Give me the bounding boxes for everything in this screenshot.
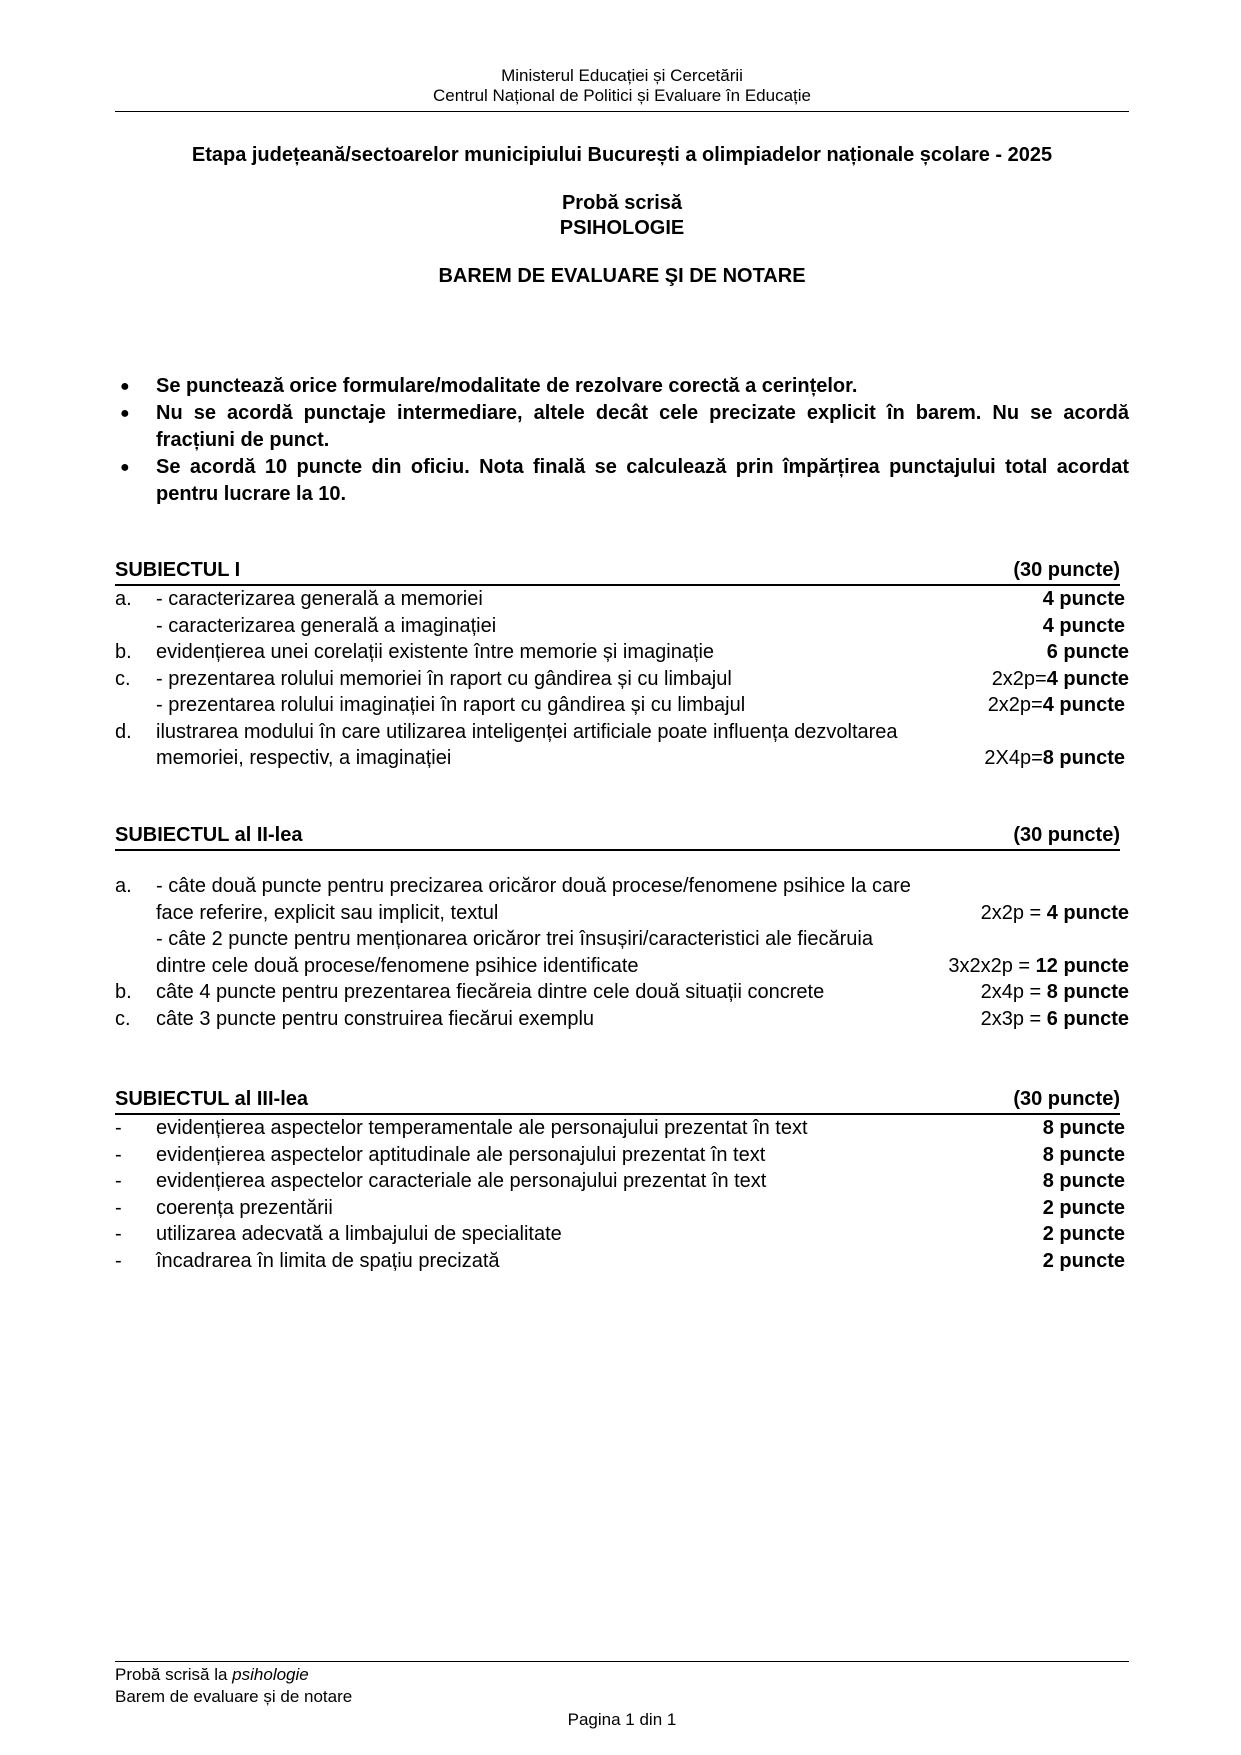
scoring-row: c. câte 3 puncte pentru construirea fiecărui exemplu 2x3p = 6 puncte [115,1007,1129,1030]
section-subiectul-i [115,557,1129,772]
center-name: Centrul Național de Politici și Evaluare în Educație [433,86,811,105]
scoring-row: - câte 2 puncte pentru menționarea oricăror trei însușiri/caracteristici ale fiecăruia dintre cele două procese/fenomene psihice identificate 3x2x2p = 12 puncte [156,928,1129,977]
scoring-row: - evidențierea aspectelor aptitudinale ale personajului prezentat în text 8 puncte [115,1143,1125,1166]
scoring-row: - evidențierea aspectelor temperamentale ale personajului prezentat în text 8 puncte [115,1117,1125,1139]
section-subiectul-iii [115,1086,1129,1274]
section-subiectul-ii [115,822,1129,1032]
ministry-name: Ministerul Educației și Cercetării [501,66,743,85]
scoring-row: b. câte 4 puncte pentru prezentarea fiecăreia dintre cele două situații concrete 2x4p = 8 puncte [115,981,1129,1003]
scoring-row: - utilizarea adecvată a limbajului de specialitate 2 puncte [115,1223,1125,1245]
scoring-row: - coerența prezentării 2 puncte [115,1196,1125,1219]
document-title: BAREM DE EVALUARE ŞI DE NOTARE [438,265,806,287]
scoring-row: - evidențierea aspectelor caracteriale ale personajului prezentat în text 8 puncte [115,1170,1125,1192]
section-heading: SUBIECTUL al III-lea (30 puncte) [115,1086,1120,1115]
header-divider [115,111,1129,112]
section-heading: SUBIECTUL I (30 puncte) [115,557,1120,586]
general-rules-list [115,373,1129,508]
scoring-row: b. evidențierea unei corelații existente între memorie și imaginație 6 puncte [115,641,1129,663]
scoring-row: d. ilustrarea modului în care utilizarea inteligenței artificiale poate influența dezvoltarea memoriei, respectiv, a imaginației 2X4p=8 puncte [115,720,1125,769]
page-number: Pagina 1 din 1 [567,1710,677,1729]
rule-item: ● Se acordă 10 puncte din oficiu. Nota finală se calculează prin împărțirea punctajului total acordat pentru lucrare la 10. [120,456,1129,505]
section-heading: SUBIECTUL al II-lea (30 puncte) [115,822,1120,851]
scoring-row: - caracterizarea generală a imaginației 4 puncte [156,614,1125,637]
rule-item: ● Nu se acordă punctaje intermediare, altele decât cele precizate explicit în barem. Nu se acordă fracțiuni de punct. [120,402,1129,451]
competition-title: Etapa județeană/sectoarelor municipiului București a olimpiadelor naționale școlare - 2025 [191,144,1053,166]
bullet-icon: ● [120,459,130,476]
rule-item: ● Se punctează orice formulare/modalitate de rezolvare corectă a cerințelor. [115,373,1129,400]
footer-doc-line: Barem de evaluare și de notare [115,1687,353,1706]
ministry-header [115,66,1129,106]
footer [115,1664,352,1708]
scoring-row: - prezentarea rolului imaginației în raport cu gândirea și cu limbajul 2x2p=4 puncte [156,694,1125,716]
footer-divider [115,1661,1129,1662]
scoring-row: c. - prezentarea rolului memoriei în raport cu gândirea și cu limbajul 2x2p=4 puncte [115,667,1129,690]
bullet-icon: ● [120,378,130,395]
exam-type: Probă scrisă [561,192,683,214]
scoring-row: - încadrarea în limita de spațiu precizată 2 puncte [115,1249,1125,1272]
scoring-row: a. - câte două puncte pentru precizarea oricăror două procese/fenomene psihice la care face referire, explicit sau implicit, textul 2x2p = 4 puncte [115,875,1129,924]
bullet-icon: ● [120,405,130,422]
footer-exam-line: Probă scrisă la psihologie [115,1665,309,1684]
subject-name: PSIHOLOGIE [559,217,685,239]
scoring-row: a. - caracterizarea generală a memoriei 4 puncte [115,588,1125,610]
